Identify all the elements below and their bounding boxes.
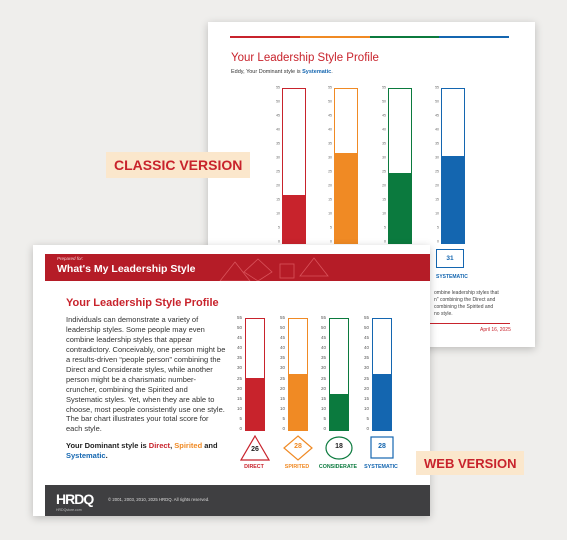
y-tick-label: 0 [239,425,242,431]
y-tick-labels [378,86,386,244]
y-tick-label: 55 [320,314,326,320]
classic-body-text: ombine leadership styles that n" combining the Direct and combining the Spirited and no style. [434,290,499,317]
bar-direct [246,378,264,430]
y-tick-label: 15 [328,197,332,202]
y-tick-label: 5 [384,225,386,230]
classic-date: April 16, 2025 [480,327,511,333]
web-version-callout: WEB VERSION [416,451,524,475]
bar-column-direct [245,318,265,431]
y-tick-label: 15 [276,197,280,202]
y-tick-label: 55 [328,85,332,90]
y-tick-label: 10 [276,211,280,216]
y-tick-label: 50 [320,324,326,330]
y-tick-label: 10 [435,211,439,216]
classic-version-callout: CLASSIC VERSION [106,152,250,178]
web-header-title: What's My Leadership Style [57,263,196,275]
y-tick-label: 5 [366,415,369,421]
y-tick-label: 0 [437,239,439,244]
y-tick-label: 5 [282,415,285,421]
web-report-page [33,245,430,516]
y-tick-label: 30 [435,155,439,160]
y-tick-label: 20 [363,385,369,391]
y-tick-label: 40 [320,345,326,351]
classic-bar-column-direct [282,88,306,244]
score-value-spirited: 28 [294,443,302,450]
y-tick-label: 5 [239,415,242,421]
y-tick-label: 25 [363,375,369,381]
y-tick-label: 35 [382,141,386,146]
y-tick-label: 40 [276,127,280,132]
y-tick-label: 0 [282,425,285,431]
y-tick-label: 0 [330,239,332,244]
y-tick-label: 40 [363,345,369,351]
category-label-direct: DIRECT [244,464,264,470]
y-tick-label: 35 [435,141,439,146]
score-value-considerate: 18 [335,443,343,450]
y-tick-label: 10 [320,405,326,411]
y-tick-label: 20 [435,183,439,188]
category-label-spirited: SPIRITED [284,464,310,470]
y-tick-label: 50 [363,324,369,330]
web-chart-explainer: The bar chart illustrates your total score for each style. [66,414,209,433]
y-tick-label: 15 [279,395,285,401]
y-tick-label: 35 [276,141,280,146]
score-badge-considerate [324,435,354,461]
classic-title: Your Leadership Style Profile [231,52,379,64]
score-value-systematic: 28 [378,443,386,450]
classic-systematic-label: SYSTEMATIC [436,274,468,280]
header-shapes-decoration [210,254,330,281]
y-tick-label: 30 [276,155,280,160]
y-tick-label: 30 [363,365,369,371]
classic-bar-column-considerate [388,88,412,244]
classic-footer-rule [418,323,510,324]
y-tick-label: 10 [382,211,386,216]
y-tick-label: 10 [236,405,242,411]
y-tick-label: 35 [236,355,242,361]
bar-spirited [289,374,307,431]
y-tick-labels [431,86,439,244]
y-tick-label: 20 [382,183,386,188]
y-tick-label: 55 [279,314,285,320]
y-tick-label: 35 [279,355,285,361]
y-tick-label: 25 [328,169,332,174]
y-tick-labels [231,316,242,431]
bar-column-considerate [329,318,349,431]
y-tick-label: 25 [382,169,386,174]
y-tick-label: 55 [276,85,280,90]
y-tick-label: 15 [382,197,386,202]
y-tick-label: 55 [236,314,242,320]
y-tick-label: 5 [323,415,326,421]
hrdq-logo-url: HRDQstore.com [56,508,82,512]
y-tick-label: 5 [278,225,280,230]
y-tick-label: 15 [435,197,439,202]
y-tick-label: 35 [328,141,332,146]
score-badge-systematic [367,435,397,461]
y-tick-label: 0 [278,239,280,244]
y-tick-labels [324,86,332,244]
y-tick-label: 40 [435,127,439,132]
y-tick-label: 45 [328,113,332,118]
score-badge-direct [240,435,270,461]
score-badge-spirited [283,435,313,461]
y-tick-label: 40 [236,345,242,351]
y-tick-label: 35 [363,355,369,361]
y-tick-label: 30 [279,365,285,371]
classic-score-box: 31 [436,249,464,268]
web-profile-title: Your Leadership Style Profile [66,297,219,309]
y-tick-label: 0 [384,239,386,244]
y-tick-label: 55 [363,314,369,320]
web-header-bar [45,254,430,281]
classic-bar-spirited [335,153,357,243]
y-tick-label: 45 [279,334,285,340]
y-tick-label: 50 [435,99,439,104]
y-tick-label: 0 [366,425,369,431]
y-tick-label: 55 [382,85,386,90]
y-tick-label: 15 [236,395,242,401]
color-rule [230,36,509,38]
y-tick-label: 10 [279,405,285,411]
bar-column-systematic [372,318,392,431]
classic-bar-considerate [389,173,411,243]
web-footer-bar [45,485,430,516]
y-tick-label: 45 [320,334,326,340]
y-tick-label: 30 [328,155,332,160]
y-tick-labels [274,316,285,431]
y-tick-label: 50 [236,324,242,330]
y-tick-label: 25 [279,375,285,381]
y-tick-label: 50 [382,99,386,104]
y-tick-label: 20 [276,183,280,188]
y-tick-label: 20 [236,385,242,391]
y-tick-label: 45 [435,113,439,118]
y-tick-label: 25 [320,375,326,381]
classic-bar-direct [283,195,305,243]
y-tick-labels [358,316,369,431]
y-tick-label: 45 [382,113,386,118]
y-tick-label: 30 [382,155,386,160]
category-label-considerate: CONSIDERATE [318,464,358,470]
y-tick-label: 30 [236,365,242,371]
classic-subtitle: Eddy, Your Dominant style is Systematic. [231,69,333,75]
bar-systematic [373,374,391,431]
y-tick-label: 45 [236,334,242,340]
y-tick-label: 5 [330,225,332,230]
classic-bar-column-systematic [441,88,465,244]
y-tick-label: 45 [363,334,369,340]
y-tick-label: 50 [328,99,332,104]
category-label-systematic: SYSTEMATIC [364,464,398,470]
y-tick-label: 10 [328,211,332,216]
score-value-direct: 26 [251,446,259,453]
y-tick-labels [315,316,326,431]
y-tick-label: 5 [437,225,439,230]
y-tick-label: 50 [279,324,285,330]
y-tick-label: 25 [276,169,280,174]
web-dominant-style: Your Dominant style is Direct, Spirited and Systematic. [66,441,218,460]
bar-considerate [330,394,348,430]
y-tick-label: 15 [363,395,369,401]
y-tick-label: 0 [323,425,326,431]
web-intro-paragraph: Individuals can demonstrate a variety of leadership styles. Some people may even combine leadership styles that appear contradictory. Conceivably, one person might be a results-driven “people person” combining the Direct and Considerate styles, while another person might be a charismatic number-cruncher, combining the Spirited and Systematic styles. Yet, when they are able to choose, most people consistently use one style. [66,315,226,414]
hrdq-logo: HRDQ [56,491,94,507]
y-tick-label: 35 [320,355,326,361]
y-tick-label: 40 [279,345,285,351]
y-tick-label: 40 [328,127,332,132]
y-tick-label: 50 [276,99,280,104]
classic-bar-systematic [442,156,464,243]
y-tick-label: 25 [435,169,439,174]
bar-column-spirited [288,318,308,431]
y-tick-label: 10 [363,405,369,411]
y-tick-label: 30 [320,365,326,371]
y-tick-label: 20 [320,385,326,391]
y-tick-label: 20 [328,183,332,188]
y-tick-labels [272,86,280,244]
y-tick-label: 45 [276,113,280,118]
copyright-text: © 2001, 2003, 2010, 2025 HRDQ. All rights reserved. [108,497,210,502]
classic-bar-column-spirited [334,88,358,244]
y-tick-label: 25 [236,375,242,381]
y-tick-label: 55 [435,85,439,90]
y-tick-label: 15 [320,395,326,401]
y-tick-label: 20 [279,385,285,391]
prepared-for-label: Prepared for: [57,256,84,261]
y-tick-label: 40 [382,127,386,132]
